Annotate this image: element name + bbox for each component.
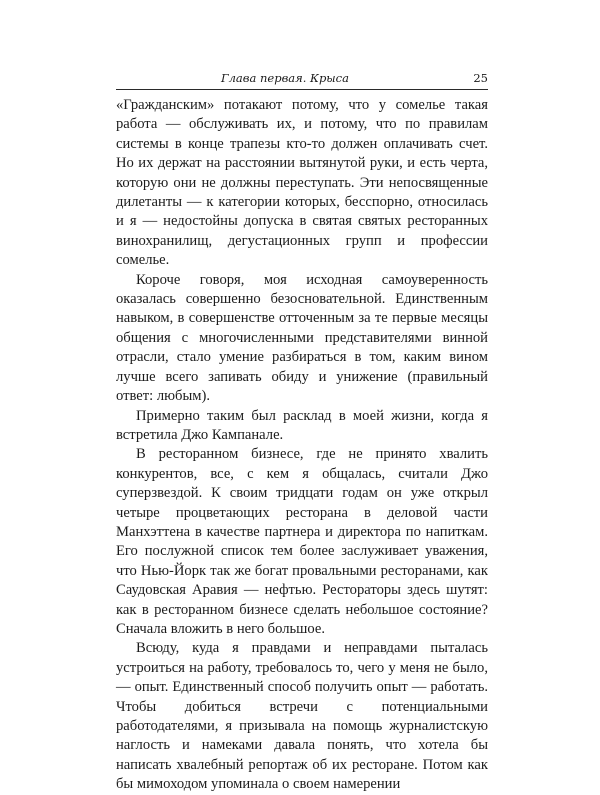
page-number: 25	[473, 71, 488, 85]
running-header	[116, 70, 488, 90]
body-text	[116, 96, 488, 795]
paragraph-1: «Гражданским» потакают потому, что у сомелье такая работа — обслуживать их, и потому, что по правилам системы в конце трапезы кто-то должен оплачивать счет. Но их держат на расстоянии вытянутой руки, и есть черта, которую они не должны переступать. Эти непосвященные дилетанты — к категории которых, бесспорно, относилась и я — недостойны допуска в святая святых ресторанных винохранилищ, дегустационных групп и профессии сомелье.	[116, 97, 488, 269]
chapter-title: Глава первая. Крыса	[221, 71, 349, 85]
paragraph-5: Всюду, куда я правдами и неправдами пыталась устроиться на работу, требовалось то, чего у меня не было, — опыт. Единственный способ получить опыт — работать. Чтобы добиться встречи с потенциальными работодателями, я призывала на помощь журналистскую наглость и намеками давала понять, что хотела бы написать хвалебный репортаж об их ресторане. Потом как бы мимоходом упоминала о своем намерении	[116, 640, 488, 793]
paragraph-4: В ресторанном бизнесе, где не принято хвалить конкурентов, все, с кем я общалась, считали Джо суперзвездой. К своим тридцати годам он уже открыл четыре процветающих ресторана в деловой части Манхэттена в качестве партнера и директора по напиткам. Его послужной список тем более заслуживает уважения, что Нью-Йорк так же богат провальными ресторанами, как Саудовская Аравия — нефтью. Рестораторы здесь шутят: как в ресторанном бизнесе сделать небольшое состояние? Сначала вложить в него большое.	[116, 446, 488, 637]
paragraph-2: Короче говоря, моя исходная самоуверенность оказалась совершенно безосновательной. Единственным навыком, в совершенстве отточенным за те первые месяцы общения с многочисленными представителями винной отрасли, стало умение разбираться в том, каким вином лучше всего запивать обиду и унижение (правильный ответ: любым).	[116, 271, 488, 405]
paragraph-3: Примерно таким был расклад в моей жизни, когда я встретила Джо Кампанале.	[116, 407, 488, 443]
